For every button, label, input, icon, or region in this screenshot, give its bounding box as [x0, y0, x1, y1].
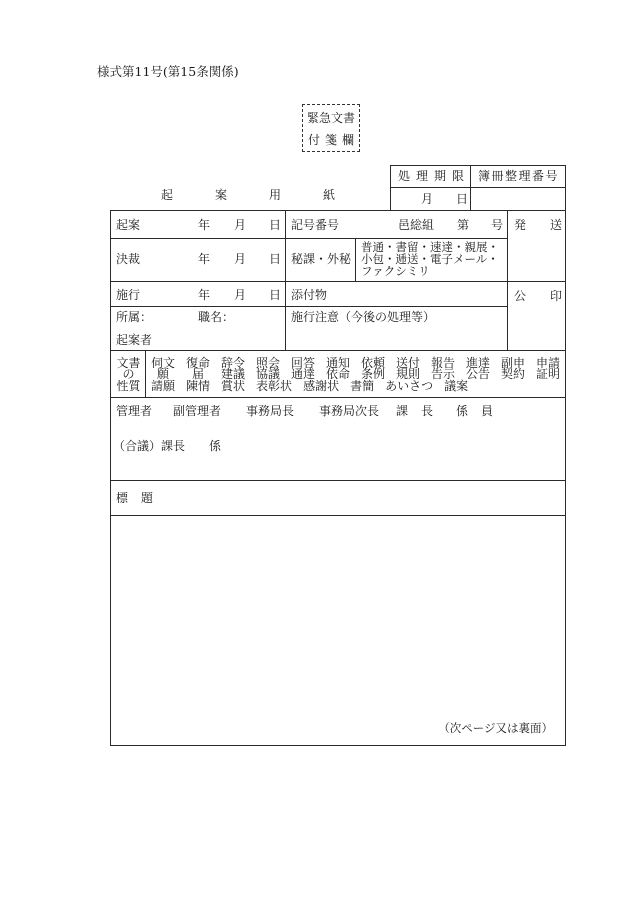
approved-month-unit: 月 — [234, 252, 247, 266]
job-title-label: 職名： — [198, 310, 235, 324]
drafted-day-unit: 日 — [269, 218, 282, 232]
form-title: 起案用紙 — [161, 188, 378, 202]
reference-prefix: 邑総組 — [398, 218, 435, 232]
doc-type: 依頼 — [361, 356, 386, 370]
doc-type: 通知 — [326, 356, 351, 370]
register-number-label: 簿冊整理番号 — [477, 169, 559, 183]
deadline-label: 処理期限 — [397, 169, 470, 183]
doc-type: 願 — [156, 367, 169, 381]
doc-types-row — [151, 380, 468, 392]
doc-type: 伺文 — [151, 356, 176, 370]
drafted-label: 起案 — [116, 218, 141, 232]
doc-type: 書簡 — [350, 379, 375, 393]
doc-type: 副申 — [501, 356, 526, 370]
approver-label: 管理者 — [116, 404, 153, 418]
doc-type: 報告 — [431, 356, 456, 370]
doc-type: 契約 — [501, 367, 526, 381]
approver-label: 事務局長 — [246, 404, 295, 418]
table-rule — [391, 187, 565, 188]
enforced-month-unit: 月 — [234, 288, 247, 302]
doc-nature-label-line: 文書 — [116, 356, 141, 370]
doc-type: 依命 — [326, 367, 351, 381]
doc-nature-label-line: の — [122, 367, 135, 381]
drafter-label: 起案者 — [116, 333, 153, 347]
doc-type: 照会 — [256, 356, 281, 370]
enforced-day-unit: 日 — [269, 288, 282, 302]
drafted-month-unit: 月 — [234, 218, 247, 232]
drafted-year-unit: 年 — [198, 218, 211, 232]
table-rule — [111, 480, 565, 481]
doc-type: 公告 — [466, 367, 491, 381]
approved-year-unit: 年 — [198, 252, 211, 266]
doc-nature-label-line: 性質 — [116, 379, 141, 393]
approver-label: 副管理者 — [173, 404, 222, 418]
header-table — [390, 165, 566, 211]
doc-type: 請願 — [151, 379, 176, 393]
approver-label: 事務局次長 — [319, 404, 380, 418]
approver-label: 課長 — [396, 404, 447, 418]
doc-type: 協議 — [256, 367, 281, 381]
official-seal-label: 公印 — [514, 289, 587, 303]
enforcement-notes-label: 施行注意（今後の処理等） — [291, 310, 436, 324]
doc-type: 告示 — [431, 367, 456, 381]
table-rule — [111, 238, 508, 239]
doc-type: 議案 — [444, 379, 469, 393]
doc-type: 辞令 — [221, 356, 246, 370]
continued-note: （次ページ又は裏面） — [438, 721, 553, 735]
doc-type: 復命 — [186, 356, 211, 370]
table-rule — [285, 211, 286, 350]
doc-type: 届 — [191, 367, 204, 381]
delivery-methods-line: 普通・書留・速達・親展・ — [361, 240, 499, 254]
doc-type: 賞状 — [221, 379, 246, 393]
doc-type: 回答 — [291, 356, 316, 370]
doc-type: 陳情 — [186, 379, 211, 393]
consultation-clerk-label: 係 — [209, 439, 222, 453]
table-rule — [507, 211, 508, 350]
table-rule — [355, 238, 356, 281]
enforced-label: 施行 — [116, 288, 141, 302]
consultation-label: （合議）課長 — [113, 439, 186, 453]
main-form-table — [110, 210, 587, 746]
delivery-methods-line: ファクシミリ — [361, 264, 430, 278]
doc-type: 進達 — [466, 356, 491, 370]
table-rule — [111, 306, 508, 307]
doc-type: 申請 — [536, 356, 561, 370]
approved-day-unit: 日 — [269, 252, 282, 266]
delivery-methods — [361, 241, 499, 277]
urgent-note-box — [302, 104, 360, 152]
deadline-day: 日 — [456, 192, 469, 206]
doc-type: あいさつ — [385, 379, 434, 393]
doc-type: 規則 — [396, 367, 421, 381]
reference-go: 号 — [491, 218, 504, 232]
table-rule — [111, 515, 565, 516]
dispatch-label: 発送 — [514, 218, 587, 232]
affiliation-label: 所属： — [116, 310, 153, 324]
doc-type: 条例 — [361, 367, 386, 381]
urgent-note-line1: 緊急文書 — [306, 111, 355, 125]
reference-number-label: 記号番号 — [291, 218, 340, 232]
table-rule — [111, 397, 565, 398]
approved-label: 決裁 — [116, 252, 141, 266]
confidentiality-label: 秘課・外秘 — [291, 252, 352, 266]
doc-type: 感謝状 — [303, 379, 340, 393]
doc-type: 表彰状 — [256, 379, 293, 393]
table-rule — [111, 281, 565, 282]
form-number: 様式第11号(第15条関係) — [97, 64, 239, 79]
doc-type: 送付 — [396, 356, 421, 370]
urgent-note-line2: 付箋欄 — [308, 133, 360, 147]
reference-dai: 第 — [457, 218, 470, 232]
doc-type: 通達 — [291, 367, 316, 381]
table-rule — [111, 350, 565, 351]
delivery-methods-line: 小包・逓送・電子メール・ — [361, 252, 499, 266]
approver-label: 係員 — [456, 404, 507, 418]
subject-label: 標題 — [116, 491, 167, 505]
enforced-year-unit: 年 — [198, 288, 211, 302]
attachments-label: 添付物 — [291, 288, 328, 302]
doc-type: 建議 — [221, 367, 246, 381]
doc-type: 証明 — [536, 367, 561, 381]
deadline-month: 月 — [421, 192, 434, 206]
